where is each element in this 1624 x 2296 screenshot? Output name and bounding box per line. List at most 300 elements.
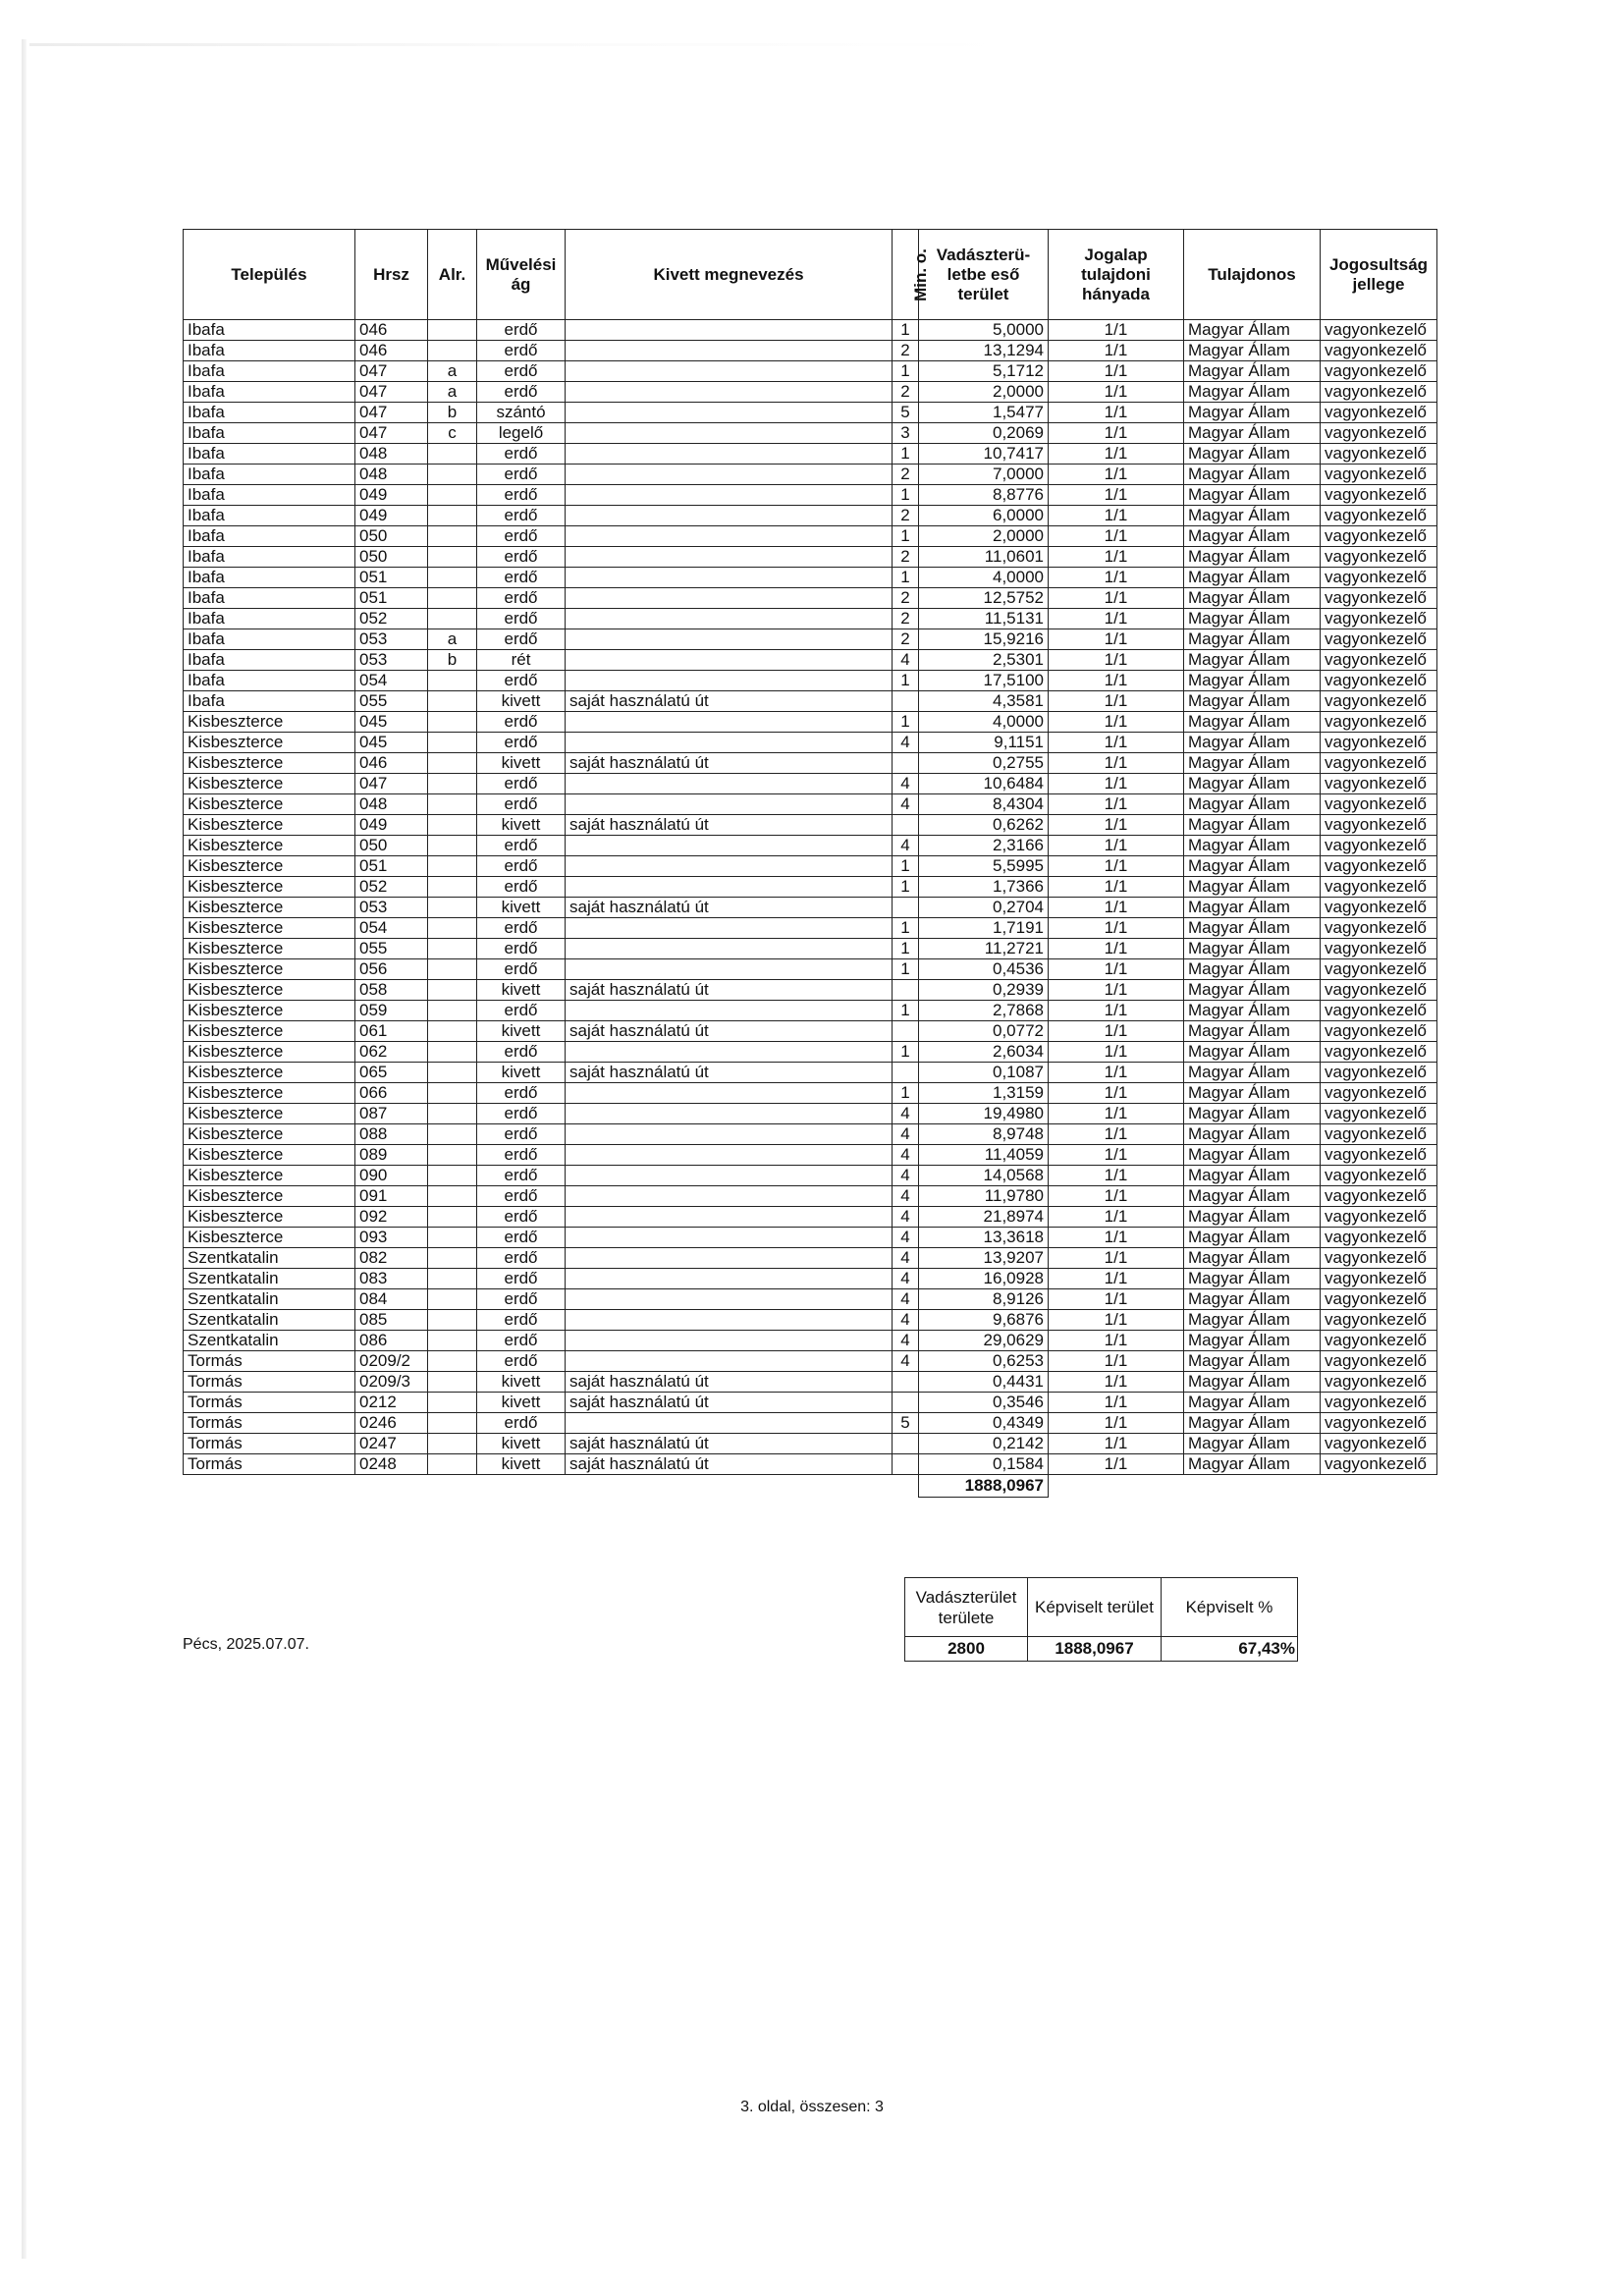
cell-hrsz: 048 — [355, 465, 428, 485]
cell-terulet: 9,1151 — [919, 733, 1049, 753]
header-telepules: Település — [184, 230, 355, 320]
table-header-row — [184, 230, 1437, 320]
cell-hanyad: 1/1 — [1049, 1310, 1184, 1331]
cell-alr — [428, 794, 477, 815]
cell-terulet: 5,5995 — [919, 856, 1049, 877]
cell-muvelesi-ag: kivett — [477, 1063, 566, 1083]
cell-min-o: 4 — [893, 733, 919, 753]
cell-telepules: Ibafa — [184, 568, 355, 588]
cell-min-o: 2 — [893, 465, 919, 485]
cell-telepules: Ibafa — [184, 671, 355, 691]
cell-kivett — [566, 506, 893, 526]
cell-muvelesi-ag: erdő — [477, 1331, 566, 1351]
table-row — [184, 1434, 1437, 1454]
cell-alr — [428, 444, 477, 465]
cell-min-o: 2 — [893, 629, 919, 650]
cell-tulajdonos: Magyar Állam — [1184, 1042, 1321, 1063]
cell-telepules: Kisbeszterce — [184, 774, 355, 794]
cell-alr — [428, 588, 477, 609]
cell-terulet: 0,2939 — [919, 980, 1049, 1001]
table-row — [184, 959, 1437, 980]
cell-tulajdonos: Magyar Állam — [1184, 423, 1321, 444]
cell-hrsz: 055 — [355, 939, 428, 959]
cell-terulet: 0,1584 — [919, 1454, 1049, 1475]
cell-min-o: 4 — [893, 1269, 919, 1289]
cell-alr — [428, 959, 477, 980]
cell-telepules: Ibafa — [184, 361, 355, 382]
total-spacer — [184, 1475, 919, 1498]
cell-jogosultsag: vagyonkezelő — [1321, 506, 1437, 526]
cell-min-o: 2 — [893, 547, 919, 568]
cell-kivett — [566, 918, 893, 939]
cell-jogosultsag: vagyonkezelő — [1321, 547, 1437, 568]
cell-jogosultsag: vagyonkezelő — [1321, 959, 1437, 980]
cell-hrsz: 049 — [355, 815, 428, 836]
cell-hrsz: 053 — [355, 629, 428, 650]
cell-alr — [428, 320, 477, 341]
cell-muvelesi-ag: kivett — [477, 1021, 566, 1042]
cell-jogosultsag: vagyonkezelő — [1321, 691, 1437, 712]
cell-hrsz: 053 — [355, 898, 428, 918]
cell-tulajdonos: Magyar Állam — [1184, 1413, 1321, 1434]
cell-muvelesi-ag: erdő — [477, 1042, 566, 1063]
cell-terulet: 13,1294 — [919, 341, 1049, 361]
cell-tulajdonos: Magyar Állam — [1184, 1063, 1321, 1083]
cell-hrsz: 050 — [355, 836, 428, 856]
cell-kivett — [566, 1413, 893, 1434]
cell-terulet: 0,2755 — [919, 753, 1049, 774]
table-row — [184, 1248, 1437, 1269]
cell-muvelesi-ag: erdő — [477, 712, 566, 733]
cell-kivett: saját használatú út — [566, 1434, 893, 1454]
cell-min-o: 4 — [893, 1351, 919, 1372]
cell-telepules: Szentkatalin — [184, 1289, 355, 1310]
table-row — [184, 836, 1437, 856]
cell-telepules: Kisbeszterce — [184, 877, 355, 898]
cell-tulajdonos: Magyar Állam — [1184, 1186, 1321, 1207]
cell-jogosultsag: vagyonkezelő — [1321, 1063, 1437, 1083]
cell-terulet: 0,4536 — [919, 959, 1049, 980]
cell-hanyad: 1/1 — [1049, 794, 1184, 815]
cell-min-o — [893, 1372, 919, 1393]
table-row — [184, 1351, 1437, 1372]
cell-min-o — [893, 753, 919, 774]
cell-min-o: 4 — [893, 1145, 919, 1166]
cell-jogosultsag: vagyonkezelő — [1321, 609, 1437, 629]
cell-terulet: 1,7366 — [919, 877, 1049, 898]
table-row — [184, 1228, 1437, 1248]
cell-hanyad: 1/1 — [1049, 341, 1184, 361]
cell-jogosultsag: vagyonkezelő — [1321, 382, 1437, 403]
summary-vadaszterulet: 2800 — [905, 1637, 1028, 1662]
cell-terulet: 15,9216 — [919, 629, 1049, 650]
cell-jogosultsag: vagyonkezelő — [1321, 1289, 1437, 1310]
cell-hrsz: 062 — [355, 1042, 428, 1063]
table-row — [184, 1372, 1437, 1393]
cell-terulet: 8,4304 — [919, 794, 1049, 815]
cell-hrsz: 061 — [355, 1021, 428, 1042]
cell-hrsz: 046 — [355, 753, 428, 774]
cell-alr — [428, 485, 477, 506]
cell-tulajdonos: Magyar Állam — [1184, 1393, 1321, 1413]
cell-kivett — [566, 568, 893, 588]
cell-kivett — [566, 382, 893, 403]
cell-tulajdonos: Magyar Állam — [1184, 1207, 1321, 1228]
cell-hrsz: 046 — [355, 341, 428, 361]
cell-min-o: 4 — [893, 794, 919, 815]
cell-hrsz: 059 — [355, 1001, 428, 1021]
cell-hrsz: 0248 — [355, 1454, 428, 1475]
cell-telepules: Ibafa — [184, 506, 355, 526]
cell-alr — [428, 506, 477, 526]
cell-jogosultsag: vagyonkezelő — [1321, 856, 1437, 877]
cell-tulajdonos: Magyar Állam — [1184, 588, 1321, 609]
table-row — [184, 1413, 1437, 1434]
cell-telepules: Kisbeszterce — [184, 815, 355, 836]
cell-telepules: Kisbeszterce — [184, 1166, 355, 1186]
cell-jogosultsag: vagyonkezelő — [1321, 794, 1437, 815]
table-row — [184, 898, 1437, 918]
cell-min-o: 4 — [893, 1186, 919, 1207]
cell-muvelesi-ag: kivett — [477, 691, 566, 712]
cell-muvelesi-ag: erdő — [477, 1269, 566, 1289]
cell-telepules: Ibafa — [184, 691, 355, 712]
cell-alr — [428, 1063, 477, 1083]
cell-telepules: Ibafa — [184, 341, 355, 361]
cell-hrsz: 0212 — [355, 1393, 428, 1413]
summary-header-vadaszterulet: Vadászterület területe — [905, 1578, 1028, 1637]
cell-min-o — [893, 1021, 919, 1042]
cell-min-o — [893, 898, 919, 918]
cell-alr — [428, 1124, 477, 1145]
cell-hanyad: 1/1 — [1049, 898, 1184, 918]
cell-min-o: 4 — [893, 1228, 919, 1248]
table-row — [184, 320, 1437, 341]
cell-alr — [428, 526, 477, 547]
cell-telepules: Kisbeszterce — [184, 1228, 355, 1248]
cell-terulet: 4,0000 — [919, 568, 1049, 588]
cell-muvelesi-ag: kivett — [477, 815, 566, 836]
cell-telepules: Ibafa — [184, 526, 355, 547]
cell-hanyad: 1/1 — [1049, 1393, 1184, 1413]
cell-telepules: Szentkatalin — [184, 1269, 355, 1289]
cell-tulajdonos: Magyar Állam — [1184, 815, 1321, 836]
cell-hrsz: 054 — [355, 918, 428, 939]
cell-min-o: 1 — [893, 444, 919, 465]
cell-kivett — [566, 959, 893, 980]
cell-hrsz: 047 — [355, 423, 428, 444]
cell-min-o: 4 — [893, 1310, 919, 1331]
header-terulet: Vadászterü-letbe eső terület — [919, 230, 1049, 320]
cell-hrsz: 084 — [355, 1289, 428, 1310]
cell-terulet: 0,6253 — [919, 1351, 1049, 1372]
cell-tulajdonos: Magyar Állam — [1184, 733, 1321, 753]
cell-muvelesi-ag: erdő — [477, 506, 566, 526]
cell-alr: b — [428, 403, 477, 423]
cell-telepules: Kisbeszterce — [184, 1104, 355, 1124]
cell-min-o: 2 — [893, 506, 919, 526]
cell-hanyad: 1/1 — [1049, 465, 1184, 485]
cell-kivett: saját használatú út — [566, 753, 893, 774]
cell-min-o: 1 — [893, 1042, 919, 1063]
header-kivett: Kivett megnevezés — [566, 230, 893, 320]
cell-hanyad: 1/1 — [1049, 753, 1184, 774]
cell-tulajdonos: Magyar Állam — [1184, 959, 1321, 980]
cell-tulajdonos: Magyar Állam — [1184, 753, 1321, 774]
cell-muvelesi-ag: erdő — [477, 444, 566, 465]
cell-hanyad: 1/1 — [1049, 629, 1184, 650]
cell-kivett — [566, 1001, 893, 1021]
cell-min-o: 1 — [893, 856, 919, 877]
cell-telepules: Kisbeszterce — [184, 918, 355, 939]
cell-jogosultsag: vagyonkezelő — [1321, 1351, 1437, 1372]
cell-min-o — [893, 1434, 919, 1454]
cell-min-o: 5 — [893, 1413, 919, 1434]
cell-terulet: 11,9780 — [919, 1186, 1049, 1207]
cell-hrsz: 049 — [355, 485, 428, 506]
cell-alr — [428, 836, 477, 856]
cell-min-o: 1 — [893, 918, 919, 939]
cell-terulet: 11,4059 — [919, 1145, 1049, 1166]
cell-telepules: Kisbeszterce — [184, 1083, 355, 1104]
cell-hrsz: 089 — [355, 1145, 428, 1166]
cell-kivett: saját használatú út — [566, 1393, 893, 1413]
summary-header-row — [905, 1578, 1298, 1637]
cell-terulet: 5,1712 — [919, 361, 1049, 382]
cell-hanyad: 1/1 — [1049, 361, 1184, 382]
cell-alr — [428, 1289, 477, 1310]
cell-hanyad: 1/1 — [1049, 1063, 1184, 1083]
cell-muvelesi-ag: erdő — [477, 465, 566, 485]
cell-alr — [428, 1042, 477, 1063]
cell-kivett — [566, 609, 893, 629]
cell-muvelesi-ag: kivett — [477, 1393, 566, 1413]
table-row — [184, 341, 1437, 361]
table-row — [184, 382, 1437, 403]
cell-telepules: Kisbeszterce — [184, 712, 355, 733]
cell-tulajdonos: Magyar Állam — [1184, 382, 1321, 403]
cell-hanyad: 1/1 — [1049, 980, 1184, 1001]
cell-min-o: 4 — [893, 650, 919, 671]
cell-alr — [428, 1393, 477, 1413]
cell-hanyad: 1/1 — [1049, 506, 1184, 526]
cell-kivett: saját használatú út — [566, 898, 893, 918]
cell-muvelesi-ag: kivett — [477, 1372, 566, 1393]
cell-hanyad: 1/1 — [1049, 609, 1184, 629]
table-row — [184, 1124, 1437, 1145]
cell-alr — [428, 1145, 477, 1166]
cell-terulet: 1,5477 — [919, 403, 1049, 423]
cell-jogosultsag: vagyonkezelő — [1321, 1393, 1437, 1413]
cell-jogosultsag: vagyonkezelő — [1321, 877, 1437, 898]
table-row — [184, 1083, 1437, 1104]
cell-muvelesi-ag: erdő — [477, 1145, 566, 1166]
cell-hanyad: 1/1 — [1049, 320, 1184, 341]
cell-hanyad: 1/1 — [1049, 1228, 1184, 1248]
cell-alr — [428, 1434, 477, 1454]
cell-jogosultsag: vagyonkezelő — [1321, 403, 1437, 423]
cell-jogosultsag: vagyonkezelő — [1321, 980, 1437, 1001]
cell-telepules: Ibafa — [184, 320, 355, 341]
cell-min-o: 1 — [893, 712, 919, 733]
table-row — [184, 1166, 1437, 1186]
cell-hanyad: 1/1 — [1049, 1331, 1184, 1351]
cell-muvelesi-ag: erdő — [477, 1248, 566, 1269]
cell-hanyad: 1/1 — [1049, 733, 1184, 753]
cell-jogosultsag: vagyonkezelő — [1321, 1083, 1437, 1104]
cell-hanyad: 1/1 — [1049, 444, 1184, 465]
cell-alr — [428, 918, 477, 939]
cell-terulet: 11,0601 — [919, 547, 1049, 568]
table-row — [184, 568, 1437, 588]
cell-telepules: Kisbeszterce — [184, 733, 355, 753]
table-row — [184, 1042, 1437, 1063]
cell-kivett — [566, 939, 893, 959]
page-footer: 3. oldal, összesen: 3 — [740, 2099, 884, 2115]
cell-tulajdonos: Magyar Állam — [1184, 1331, 1321, 1351]
cell-kivett — [566, 1228, 893, 1248]
cell-jogosultsag: vagyonkezelő — [1321, 1372, 1437, 1393]
cell-jogosultsag: vagyonkezelő — [1321, 712, 1437, 733]
header-min-o — [893, 230, 930, 320]
cell-jogosultsag: vagyonkezelő — [1321, 320, 1437, 341]
cell-tulajdonos: Magyar Állam — [1184, 1021, 1321, 1042]
cell-hrsz: 056 — [355, 959, 428, 980]
cell-alr — [428, 877, 477, 898]
cell-tulajdonos: Magyar Állam — [1184, 1454, 1321, 1475]
cell-telepules: Kisbeszterce — [184, 1021, 355, 1042]
cell-hanyad: 1/1 — [1049, 959, 1184, 980]
cell-muvelesi-ag: erdő — [477, 1228, 566, 1248]
cell-muvelesi-ag: erdő — [477, 1310, 566, 1331]
cell-tulajdonos: Magyar Állam — [1184, 650, 1321, 671]
cell-hanyad: 1/1 — [1049, 918, 1184, 939]
cell-kivett — [566, 1269, 893, 1289]
table-row — [184, 609, 1437, 629]
cell-hrsz: 052 — [355, 609, 428, 629]
table-row — [184, 588, 1437, 609]
cell-hrsz: 047 — [355, 361, 428, 382]
cell-terulet: 2,5301 — [919, 650, 1049, 671]
cell-kivett — [566, 403, 893, 423]
cell-alr — [428, 1454, 477, 1475]
cell-muvelesi-ag: erdő — [477, 836, 566, 856]
cell-muvelesi-ag: erdő — [477, 320, 566, 341]
total-spacer-right — [1049, 1475, 1437, 1498]
cell-kivett — [566, 1310, 893, 1331]
cell-kivett: saját használatú út — [566, 691, 893, 712]
cell-hanyad: 1/1 — [1049, 671, 1184, 691]
cell-terulet: 2,7868 — [919, 1001, 1049, 1021]
cell-alr — [428, 815, 477, 836]
cell-telepules: Kisbeszterce — [184, 753, 355, 774]
cell-kivett — [566, 444, 893, 465]
cell-muvelesi-ag: szántó — [477, 403, 566, 423]
cell-hanyad: 1/1 — [1049, 568, 1184, 588]
summary-table — [904, 1577, 1298, 1662]
cell-muvelesi-ag: kivett — [477, 898, 566, 918]
cell-alr — [428, 1372, 477, 1393]
cell-tulajdonos: Magyar Állam — [1184, 712, 1321, 733]
cell-alr — [428, 898, 477, 918]
cell-hanyad: 1/1 — [1049, 856, 1184, 877]
cell-alr — [428, 1248, 477, 1269]
cell-alr: a — [428, 361, 477, 382]
cell-jogosultsag: vagyonkezelő — [1321, 1331, 1437, 1351]
cell-jogosultsag: vagyonkezelő — [1321, 465, 1437, 485]
cell-telepules: Ibafa — [184, 629, 355, 650]
table-row — [184, 918, 1437, 939]
cell-tulajdonos: Magyar Állam — [1184, 341, 1321, 361]
table-row — [184, 1207, 1437, 1228]
header-min-o-label: Min. o. — [910, 247, 930, 301]
cell-terulet: 0,2069 — [919, 423, 1049, 444]
cell-tulajdonos: Magyar Állam — [1184, 361, 1321, 382]
cell-min-o: 4 — [893, 836, 919, 856]
cell-terulet: 10,6484 — [919, 774, 1049, 794]
cell-jogosultsag: vagyonkezelő — [1321, 423, 1437, 444]
cell-kivett — [566, 1351, 893, 1372]
cell-kivett — [566, 856, 893, 877]
cell-hrsz: 0247 — [355, 1434, 428, 1454]
cell-alr — [428, 1104, 477, 1124]
cell-jogosultsag: vagyonkezelő — [1321, 485, 1437, 506]
cell-tulajdonos: Magyar Állam — [1184, 526, 1321, 547]
cell-hrsz: 048 — [355, 794, 428, 815]
cell-hrsz: 047 — [355, 382, 428, 403]
cell-min-o: 3 — [893, 423, 919, 444]
cell-tulajdonos: Magyar Állam — [1184, 547, 1321, 568]
table-row — [184, 774, 1437, 794]
cell-hanyad: 1/1 — [1049, 1124, 1184, 1145]
summary-header-kepviselt-pct: Képviselt % — [1162, 1578, 1298, 1637]
cell-muvelesi-ag: rét — [477, 650, 566, 671]
cell-tulajdonos: Magyar Állam — [1184, 1351, 1321, 1372]
table-row — [184, 877, 1437, 898]
cell-hrsz: 066 — [355, 1083, 428, 1104]
cell-kivett — [566, 629, 893, 650]
cell-hanyad: 1/1 — [1049, 1042, 1184, 1063]
cell-hanyad: 1/1 — [1049, 712, 1184, 733]
cell-min-o: 1 — [893, 671, 919, 691]
cell-hrsz: 045 — [355, 733, 428, 753]
cell-tulajdonos: Magyar Állam — [1184, 485, 1321, 506]
table-row — [184, 1186, 1437, 1207]
cell-muvelesi-ag: kivett — [477, 753, 566, 774]
cell-jogosultsag: vagyonkezelő — [1321, 1310, 1437, 1331]
table-row — [184, 753, 1437, 774]
table-row — [184, 1310, 1437, 1331]
cell-muvelesi-ag: erdő — [477, 1001, 566, 1021]
cell-tulajdonos: Magyar Állam — [1184, 320, 1321, 341]
cell-jogosultsag: vagyonkezelő — [1321, 1207, 1437, 1228]
cell-alr — [428, 609, 477, 629]
cell-min-o: 1 — [893, 877, 919, 898]
cell-tulajdonos: Magyar Állam — [1184, 774, 1321, 794]
cell-jogosultsag: vagyonkezelő — [1321, 1269, 1437, 1289]
cell-jogosultsag: vagyonkezelő — [1321, 526, 1437, 547]
cell-tulajdonos: Magyar Állam — [1184, 1001, 1321, 1021]
header-hanyad: Jogalap tulajdoni hányada — [1049, 230, 1184, 320]
cell-telepules: Tormás — [184, 1351, 355, 1372]
cell-tulajdonos: Magyar Állam — [1184, 629, 1321, 650]
table-row — [184, 856, 1437, 877]
table-row — [184, 1021, 1437, 1042]
cell-terulet: 2,6034 — [919, 1042, 1049, 1063]
cell-telepules: Kisbeszterce — [184, 1063, 355, 1083]
cell-hanyad: 1/1 — [1049, 1207, 1184, 1228]
cell-terulet: 10,7417 — [919, 444, 1049, 465]
